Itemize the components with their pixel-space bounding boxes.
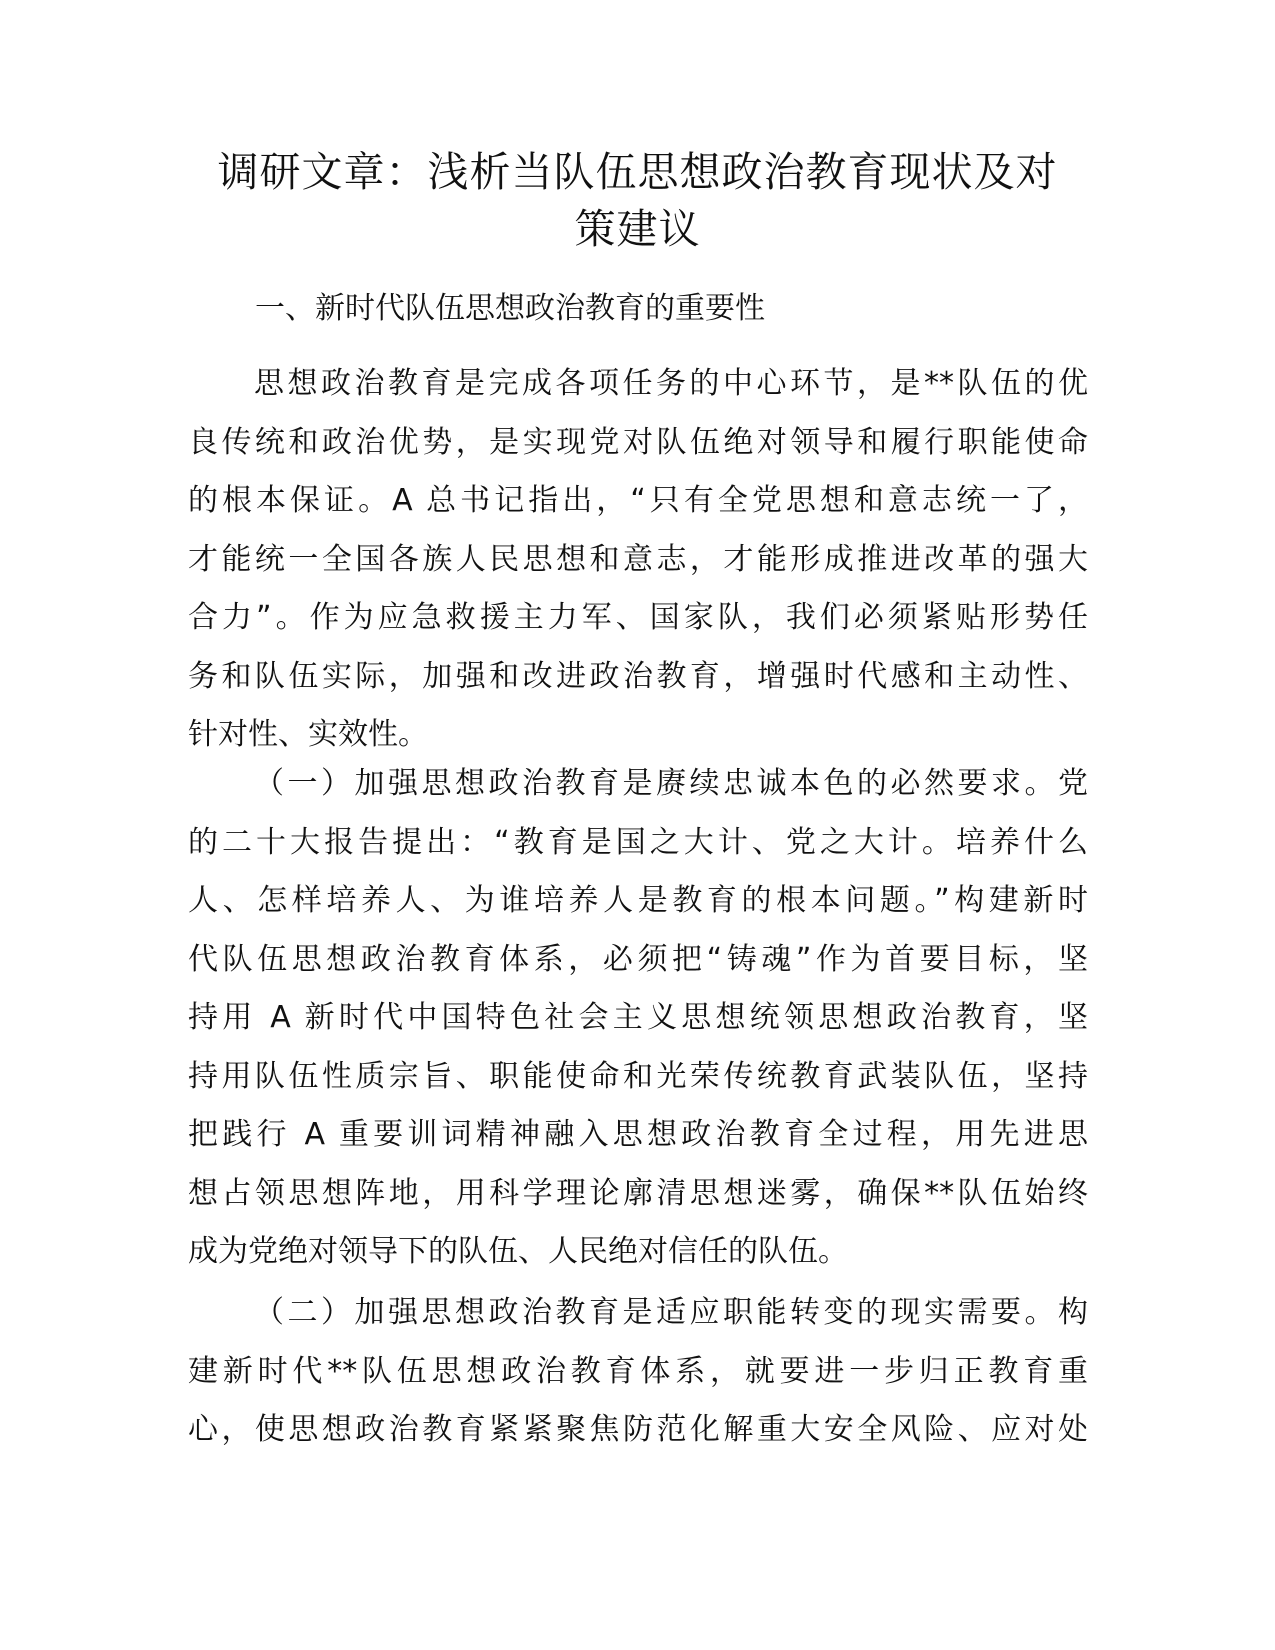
- paragraph-line: 把践行 A 重要训词精神融入思想政治教育全过程，用先进思: [188, 1117, 1088, 1152]
- paragraph-line: （二）加强思想政治教育是适应职能转变的现实需要。构: [254, 1295, 1088, 1330]
- paragraph-line: 思想政治教育是完成各项任务的中心环节，是**队伍的优: [254, 366, 1088, 401]
- paragraph-2: [188, 755, 1088, 1282]
- paragraph-line: 建新时代**队伍思想政治教育体系，就要进一步归正教育重: [188, 1353, 1088, 1389]
- paragraph-1: [188, 355, 1088, 765]
- paragraph-line: 针对性、实效性。: [188, 717, 428, 752]
- document-title: [150, 144, 1125, 258]
- paragraph-line: （一）加强思想政治教育是赓续忠诚本色的必然要求。党: [254, 766, 1088, 801]
- paragraph-line: 成为党绝对领导下的队伍、人民绝对信任的队伍。: [188, 1234, 848, 1269]
- paragraph-line: 心，使思想政治教育紧紧聚焦防范化解重大安全风险、应对处: [188, 1412, 1088, 1447]
- paragraph-line: 的根本保证。A 总书记指出，“只有全党思想和意志统一了，: [188, 483, 1088, 518]
- paragraph-line: 才能统一全国各族人民思想和意志，才能形成推进改革的强大: [188, 541, 1088, 577]
- paragraph-line: 持用队伍性质宗旨、职能使命和光荣传统教育武装队伍，坚持: [188, 1058, 1088, 1094]
- paragraph-line: 持用 A 新时代中国特色社会主义思想统领思想政治教育，坚: [188, 1000, 1088, 1035]
- section-heading: 一、新时代队伍思想政治教育的重要性: [255, 291, 765, 326]
- paragraph-line: 合力”。作为应急救援主力军、国家队，我们必须紧贴形势任: [188, 600, 1088, 635]
- paragraph-line: 代队伍思想政治教育体系，必须把“铸魂”作为首要目标，坚: [188, 941, 1088, 977]
- paragraph-line: 想占领思想阵地，用科学理论廓清思想迷雾，确保**队伍始终: [188, 1175, 1088, 1211]
- title-line-1: 调研文章：浅析当队伍思想政治教育现状及对: [217, 148, 1058, 196]
- paragraph-line: 的二十大报告提出：“教育是国之大计、党之大计。培养什么: [188, 824, 1088, 860]
- title-line-2: 策建议: [574, 205, 701, 253]
- paragraph-line: 良传统和政治优势，是实现党对队伍绝对领导和履行职能使命: [188, 424, 1088, 460]
- paragraph-line: 务和队伍实际，加强和改进政治教育，增强时代感和主动性、: [188, 658, 1088, 694]
- paragraph-line: 人、怎样培养人、为谁培养人是教育的根本问题。”构建新时: [188, 883, 1088, 918]
- paragraph-3: [188, 1284, 1088, 1460]
